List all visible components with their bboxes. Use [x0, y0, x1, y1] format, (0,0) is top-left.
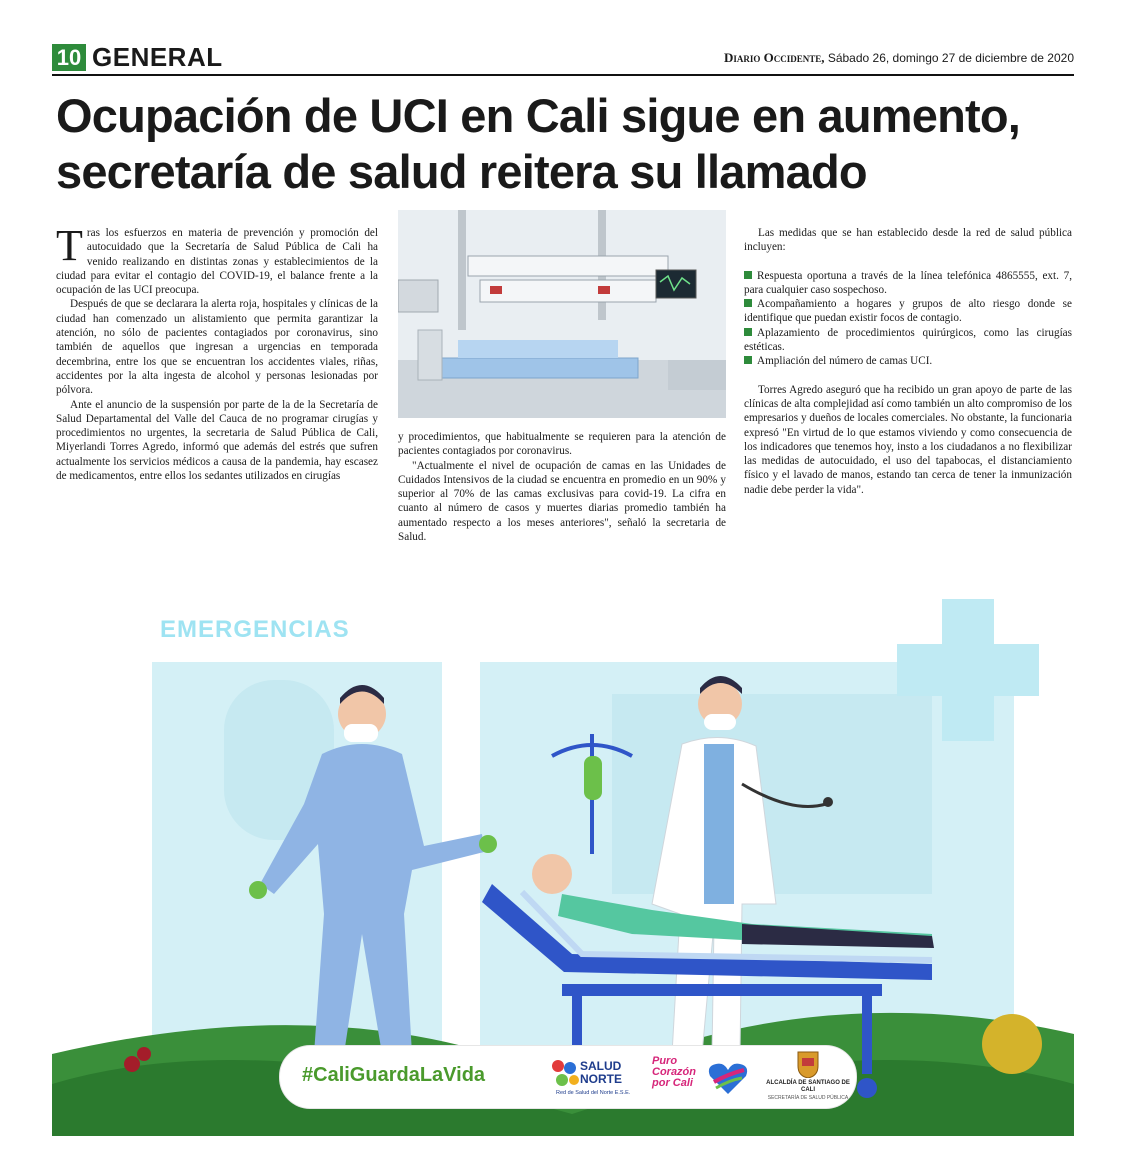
newspaper-name: Diario Occidente, — [723, 50, 825, 65]
salud-norte-logo — [550, 1054, 640, 1104]
salud-norte-subtitle: Red de Salud del Norte E.S.E. — [556, 1090, 631, 1096]
article-column-3 — [744, 226, 1072, 497]
article-paragraph: Las medidas que se han establecido desde la red de salud pública incluyen: — [744, 227, 1072, 254]
emergencias-banner — [52, 584, 1074, 1136]
page-header — [52, 40, 1074, 76]
article-paragraph: Tras los esfuerzos en materia de prevención y promoción del autocuidado que la Secretaría de Salud Pública de Cali ha venido realizando en distintas zonas y establecimientos de la ciudad para evitar el contagio del COVID-19, el balance frente a la ocupación de las UCI preocupa. — [56, 221, 378, 297]
list-item: Aplazamiento de procedimientos quirúrgicos, como las cirugías estéticas. — [744, 326, 1072, 354]
headline — [56, 88, 1086, 200]
article-paragraph: y procedimientos, que habitualmente se requieren para la atención de pacientes contagiados por coronavirus. — [398, 431, 726, 458]
article-column-1 — [56, 221, 378, 483]
headline-line-1: Ocupación de UCI en Cali sigue en aumento, — [56, 89, 1021, 142]
issue-date: Sábado 26, domingo 27 de diciembre de 2020 — [827, 51, 1074, 65]
banner-logo-strip — [280, 1046, 856, 1108]
icu-photo-illustration — [398, 210, 726, 418]
article-paragraph: "Actualmente el nivel de ocupación de camas en las Unidades de Cuidados Intensivos de la ciudad se encuentra en promedio en un 90% y superior al 70% de las camas exclusivas para covid-19. La cifra en cuanto al número de casos y muertes diarias promedio también ha aumentado respecto a los meses anteriores", señaló la secretaria de Salud. — [398, 459, 726, 544]
alcaldia-subtitle: SECRETARÍA DE SALUD PÚBLICA — [767, 1095, 849, 1101]
measures-list — [744, 269, 1072, 369]
salud-norte-icon — [550, 1058, 580, 1088]
puro-corazon-text: Puro Corazón por Cali — [652, 1055, 696, 1089]
hashtag-text: #CaliGuardaLaVida — [302, 1064, 486, 1086]
heart-icon — [706, 1060, 750, 1096]
puro-corazon-logo — [652, 1056, 752, 1102]
section-title: GENERAL — [92, 42, 223, 72]
headline-line-2: secretaría de salud reitera su llamado — [56, 145, 867, 198]
coat-of-arms-icon — [796, 1050, 820, 1078]
list-item: Ampliación del número de camas UCI. — [744, 354, 1072, 368]
article-paragraph: Ante el anuncio de la suspensión por parte de la de la Secretaría de Salud Departamental del Valle del Cauca de no programar cirugías y procedimientos no urgentes, la secretaria de Salud Pública de Cali, Miyerlandi Torres Agredo, informó que además del estrés que sufren actualmente los servicios médicos a causa de la pandemia, hay escasez de medicamentos, entre ellos los sedantes utilizados en cirugías — [56, 398, 378, 483]
alcaldia-logo — [762, 1050, 854, 1104]
masthead — [724, 50, 1074, 66]
article-column-2 — [398, 430, 726, 544]
salud-norte-name: SALUD NORTE — [580, 1059, 622, 1086]
list-item: Acompañamiento a hogares y grupos de alto riesgo donde se identifique que puedan existir focos de contagio. — [744, 298, 1072, 325]
banner-title: EMERGENCIAS — [160, 616, 350, 643]
article-paragraph: Después de que se declarara la alerta roja, hospitales y clínicas de la ciudad han comenzado un alistamiento que permita garantizar la atención, no sólo de pacientes contagiados por coronavirus, sino también de aquellos que ingresan a urgencias en temporada decembrina, entre los que se encuentran los accidentes viales, riñas, accidentes por la alta ingesta de alcohol y personas lesionadas por pólvora. — [56, 298, 378, 397]
icu-room-photo — [398, 210, 726, 418]
list-item: Respuesta oportuna a través de la línea telefónica 4865555, ext. 7, para cualquier caso sospechoso. — [744, 269, 1072, 296]
page-number: 10 — [52, 44, 86, 71]
article-paragraph: Torres Agredo aseguró que ha recibido un gran apoyo de parte de las clínicas de alta complejidad así como también un alto compromiso de los empresarios y dueños de locales comerciales. No obstante, la funcionaria expresó "En virtud de lo que estamos viviendo y como consecuencia de los indicadores que tenemos hoy, insto a los ciudadanos a no flexibilizar las medidas de autocuidado, el uso del tapabocas, el distanciamiento físico y el lavado de manos, estando tan cerca de tener la inmunización nadie debe perder la vida". — [744, 383, 1072, 496]
drop-cap: T — [56, 221, 83, 270]
alcaldia-name: ALCALDÍA DE SANTIAGO DE CALI — [766, 1080, 850, 1093]
